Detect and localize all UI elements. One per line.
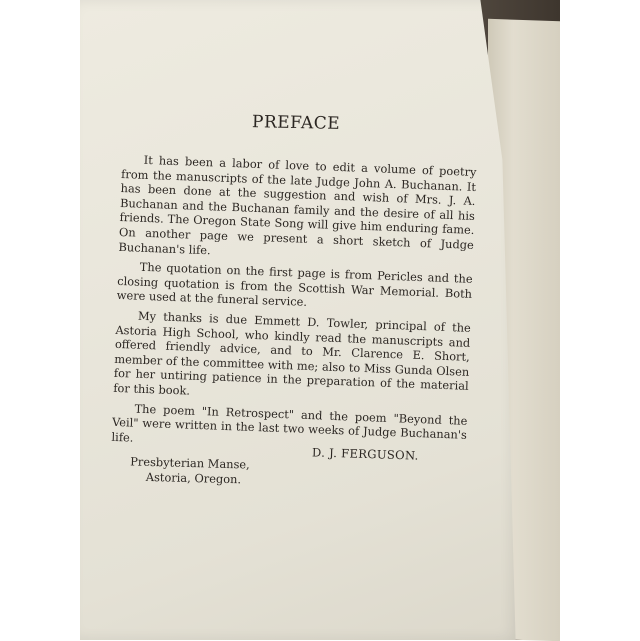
preface-title: PREFACE	[251, 112, 341, 134]
address-line-1: Presbyterian Manse,	[130, 454, 250, 472]
signature: D. J. FERGUSON.	[311, 445, 419, 463]
preface-body	[111, 152, 477, 462]
paragraph-3: My thanks is due Emmett D. Towler, principal of the Astoria High School, who kindly read the manuscripts and offered friendly advice, and to Mr. Clarence E. Short, member of the committee with me; also to Miss Gunda Olsen for her untiring patience in the preparation of the material for this book.	[113, 308, 472, 398]
paragraph-1: It has been a labor of love to edit a volume of poetry from the manuscripts of the late Judge John A. Buchanan. It has been done at the suggestion and wish of Mrs. J. A. Buchanan and the Buchanan family and the desire of all his friends. The Oregon State Song will give him enduring fame. On another page we present a short sketch of Judge Buchanan's life.	[118, 152, 477, 257]
address-line-2: Astoria, Oregon.	[145, 469, 242, 487]
paragraph-2: The quotation on the first page is from Pericles and the closing quotation is from the Scottish War Memorial. Both were used at the funeral service.	[116, 259, 473, 310]
address-block	[130, 454, 250, 487]
paragraph-4: The poem "In Retrospect" and the poem "Beyond the Veil" were written in the last two weeks of Judge Buchanan's life.	[111, 401, 468, 445]
